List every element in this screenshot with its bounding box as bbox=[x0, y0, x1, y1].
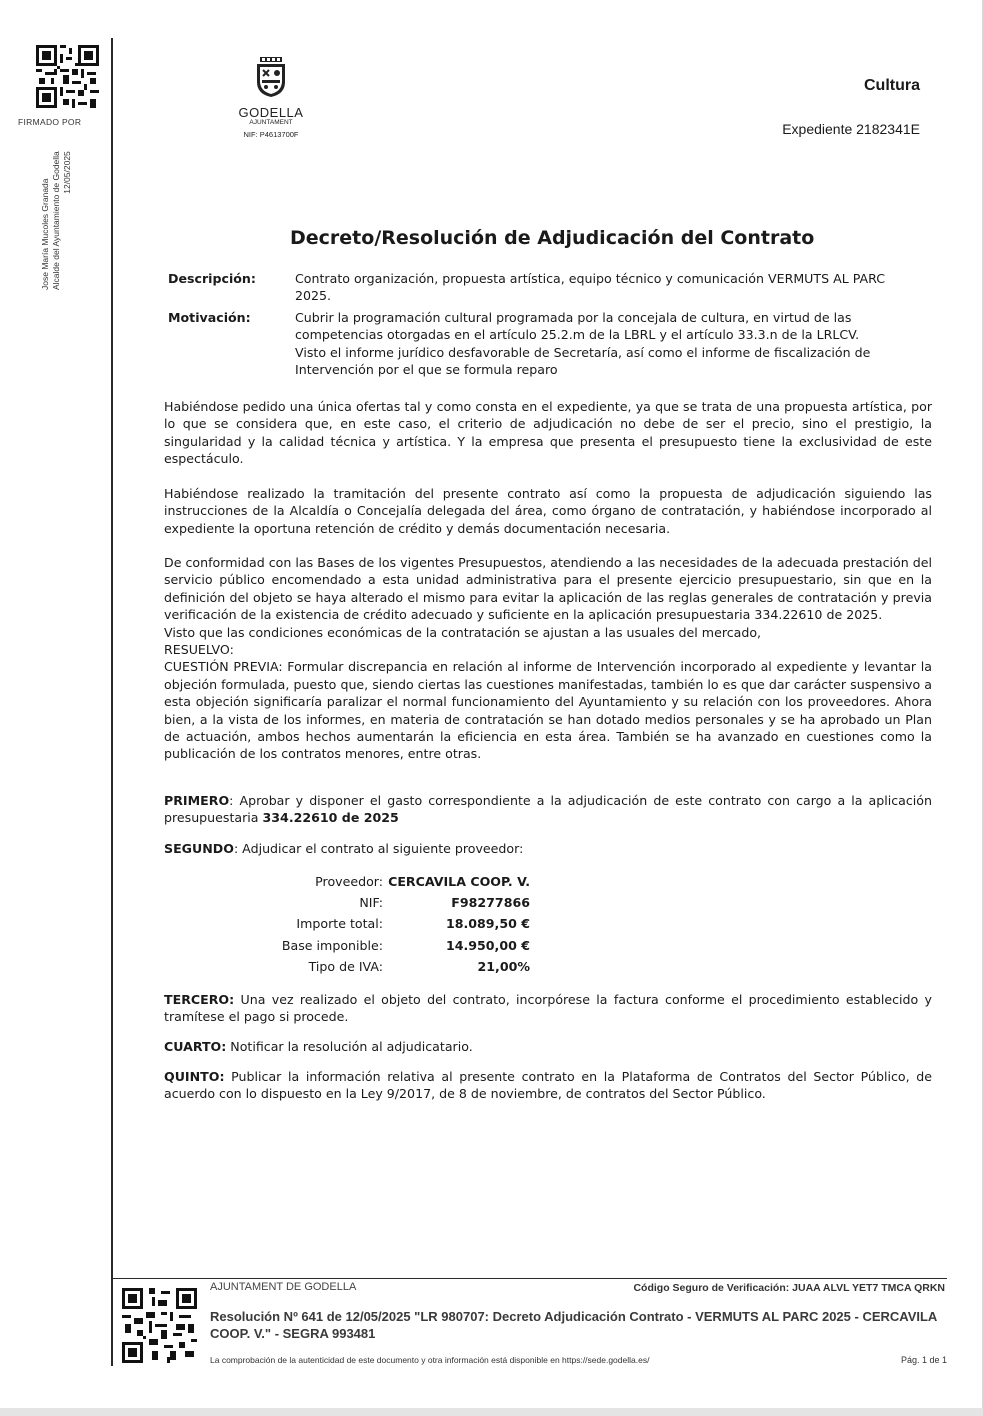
coat-of-arms-icon bbox=[254, 56, 288, 98]
provider-value: CERCAVILA COOP. V. bbox=[388, 874, 530, 889]
paragraph-tramitacion: Habiéndose realizado la tramitación del presente contrato así como la propuesta de adjudicación siguiendo las instrucciones de la Alcaldía o Concejalía delegada del área, como órgano de contratación, y habiéndose incorporado al expediente la oportuna retención de crédito y demás documentación necesaria. bbox=[164, 486, 932, 536]
base-imponible-label: Base imponible: bbox=[281, 938, 383, 953]
clause-segundo-text: : Adjudicar el contrato al siguiente proveedor: bbox=[233, 841, 524, 856]
page-title: Decreto/Resolución de Adjudicación del Contrato bbox=[290, 227, 815, 249]
qr-code-icon bbox=[36, 45, 99, 108]
resolution-reference: Resolución Nº 641 de 12/05/2025 "LR 980707: Decreto Adjudicación Contrato - VERMUTS AL PARC 2025 - CERCAVILA COOP. V." - SEGRA 993481 bbox=[210, 1309, 937, 1341]
footer-qr-code-icon bbox=[122, 1288, 197, 1363]
town-name: GODELLA bbox=[238, 105, 304, 120]
resuelvo-heading: RESUELVO: bbox=[164, 642, 234, 658]
signer-name: Jose María Mucoles Granada bbox=[40, 178, 50, 290]
descripcion-line: Contrato organización, propuesta artística, equipo técnico y comunicación VERMUTS AL PARC bbox=[295, 271, 886, 286]
footer-divider bbox=[112, 1278, 947, 1279]
base-imponible-value: 14.950,00 € bbox=[445, 938, 530, 953]
clause-tercero-label: TERCERO: bbox=[164, 992, 235, 1007]
importe-total-label: Importe total: bbox=[296, 916, 383, 931]
verification-code: Código Seguro de Verificación: JUAA ALVL YET7 TMCA QRKN bbox=[633, 1282, 945, 1294]
tipo-iva-label: Tipo de IVA: bbox=[308, 959, 383, 974]
motivacion-label: Motivación: bbox=[168, 310, 251, 325]
motivacion-line: Intervención por el que se formula reparo bbox=[295, 362, 558, 378]
department: Cultura bbox=[864, 77, 920, 94]
tipo-iva-value: 21,00% bbox=[477, 959, 530, 974]
paragraph-bases: De conformidad con las Bases de los vigentes Presupuestos, atendiendo a las necesidades de la adecuada prestación del servicio público encomendado a esta unidad administrativa para el presente ejercicio presupuestario, sin que en la definición del objeto se haya alterado el mismo para evitar la aplicación de las reglas generales de contratación y previa verificación de la existencia de crédito adecuado y suficiente en la aplicación presupuestaria 334.22610 de 2025. bbox=[164, 555, 932, 623]
paragraph-visto: Visto que las condiciones económicas de la contratación se ajustan a las usuales del mercado, bbox=[164, 624, 762, 640]
descripcion-line: 2025. bbox=[295, 288, 332, 304]
clause-segundo bbox=[164, 840, 932, 857]
clause-quinto-label: QUINTO: bbox=[164, 1069, 225, 1084]
clause-primero-label: PRIMERO bbox=[164, 793, 230, 808]
motivacion-value bbox=[295, 309, 915, 379]
importe-total-value: 18.089,50 € bbox=[445, 916, 530, 931]
clause-quinto bbox=[164, 1068, 932, 1103]
bottom-strip bbox=[0, 1408, 983, 1416]
clause-primero bbox=[164, 792, 932, 827]
page-number: Pág. 1 de 1 bbox=[900, 1355, 947, 1365]
town-subtitle: AJUNTAMENT bbox=[249, 119, 293, 126]
motivacion-line: Cubrir la programación cultural programada por la concejala de cultura, en virtud de las bbox=[295, 310, 852, 325]
paragraph-oferta: Habiéndose pedido una única ofertas tal y como consta en el expediente, ya que se trata de una propuesta artística, por lo que se considera que, en este caso, el criterio de adjudicación no debe de ser el precio, sino el prestigio, la singularidad y la calidad técnica y artística. Y la empresa que presenta el presupuesto tiene la exclusividad de este espectáculo. bbox=[164, 399, 932, 467]
clause-primero-text: : Aprobar y disponer el gasto correspondiente a la adjudicación de este contrato con cargo a la aplicación presupuestaria bbox=[164, 793, 932, 826]
descripcion-label: Descripción: bbox=[168, 271, 256, 286]
nif-label: NIF: bbox=[359, 895, 383, 910]
signature-date: 12/05/2025 bbox=[62, 151, 72, 194]
authenticity-note: La comprobación de la autenticidad de este documento y otra información está disponible en https://sede.godella.es/ bbox=[210, 1355, 650, 1365]
motivacion-line: Visto el informe jurídico desfavorable de Secretaría, así como el informe de fiscalización de bbox=[295, 344, 871, 360]
motivacion-line: competencias otorgadas en el artículo 25.2.m de la LBRL y el artículo 33.3.n de la LRLCV. bbox=[295, 327, 860, 343]
clause-cuarto-label: CUARTO: bbox=[164, 1039, 227, 1054]
clause-tercero-text: Una vez realizado el objeto del contrato, incorpórese la factura conforme el procedimiento establecido y tramítese el pago si procede. bbox=[164, 992, 932, 1025]
margin-rule bbox=[111, 38, 113, 1366]
clause-primero-aplicacion: 334.22610 de 2025 bbox=[262, 810, 399, 826]
clause-cuarto-text: Notificar la resolución al adjudicatario. bbox=[226, 1039, 473, 1054]
descripcion-value bbox=[295, 270, 915, 305]
signed-by-label: FIRMADO POR bbox=[18, 117, 82, 127]
paragraph-conformidad bbox=[164, 554, 932, 763]
clause-quinto-text: Publicar la información relativa al presente contrato en la Plataforma de Contratos del Sector Público, de acuerdo con lo dispuesto en la Ley 9/2017, de 8 de noviembre, de contratos del Sector Público. bbox=[164, 1069, 932, 1102]
signer-role: Alcalde del Ayuntamiento de Godella bbox=[51, 151, 61, 290]
municipal-logo bbox=[236, 56, 306, 139]
paragraph-cuestion-previa: CUESTIÓN PREVIA: Formular discrepancia en relación al informe de Intervención incorporado al expediente y levantar la objeción formulada, puesto que, siendo ciertas las cuestiones manifestadas, también lo es que dar carácter suspensivo a esta objeción significaría paralizar el normal funcionamiento del Ayuntamiento y su relación con los proveedores. Ahora bien, a la vista de los informes, en materia de contratación se han dotado medios personales y se ha aprobado un Plan de actuación, ambos hechos aumentarán la eficiencia en esta área. También se ha avanzado en cuestiones como la publicación de los contratos menores, entre otras. bbox=[164, 659, 932, 762]
clause-tercero bbox=[164, 991, 932, 1026]
nif-value: F98277866 bbox=[451, 895, 530, 910]
town-nif: NIF: P4613700F bbox=[243, 130, 299, 139]
clause-segundo-label: SEGUNDO bbox=[164, 841, 234, 856]
provider-label: Proveedor: bbox=[315, 874, 383, 889]
signer-block bbox=[40, 151, 73, 290]
expediente-number: Expediente 2182341E bbox=[782, 121, 920, 137]
clause-cuarto bbox=[164, 1038, 932, 1055]
footer-ajuntament: AJUNTAMENT DE GODELLA bbox=[210, 1281, 357, 1293]
